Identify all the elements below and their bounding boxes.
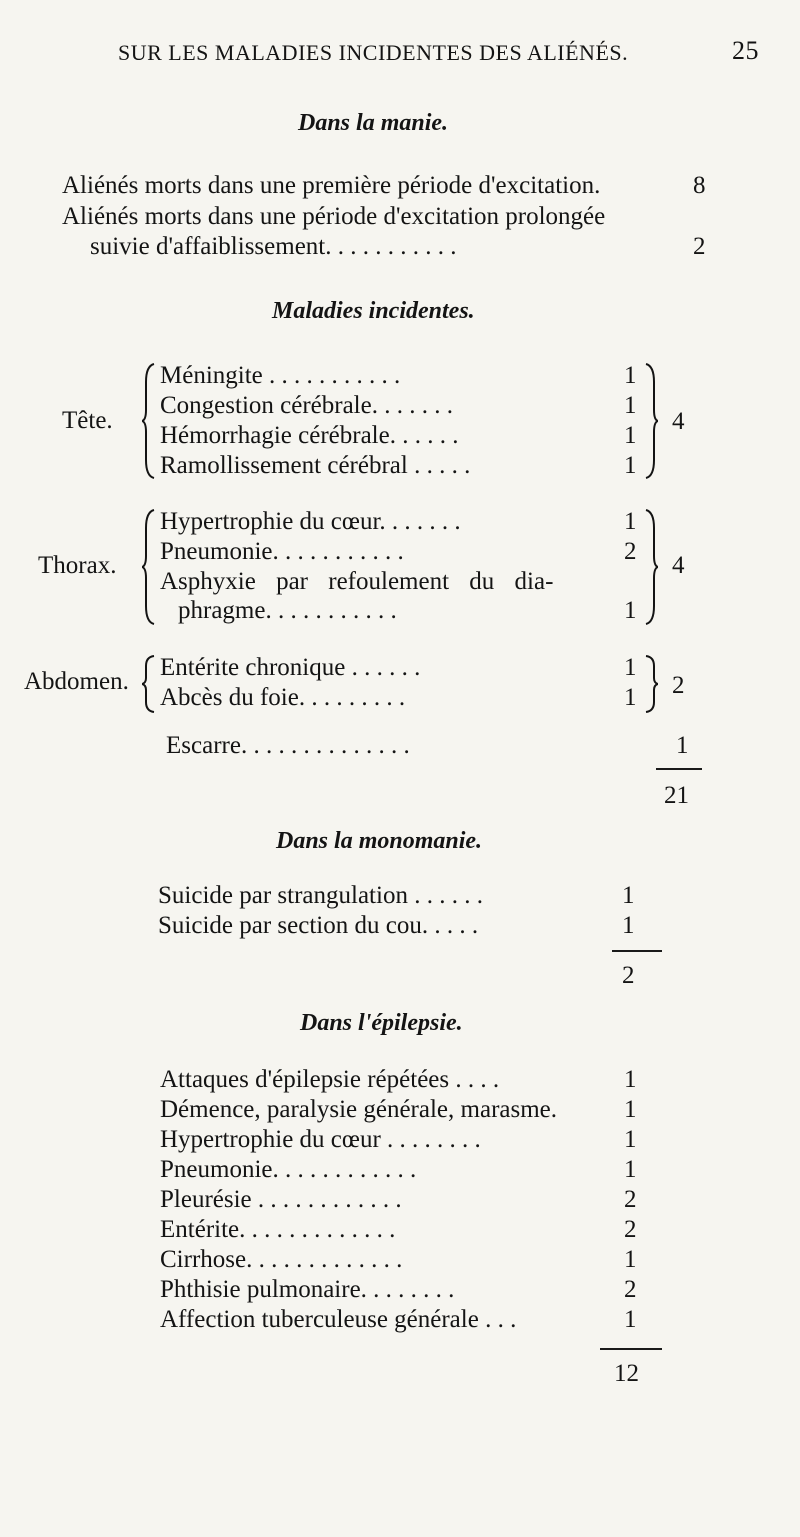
epilepsy-row-9-value: 1	[624, 1306, 637, 1333]
epilepsy-row-8-label: Phthisie pulmonaire. . . . . . . .	[160, 1276, 455, 1303]
thorax-item-1-value: 1	[624, 508, 637, 535]
tete-item-4-label: Ramollissement cérébral . . . . .	[160, 452, 471, 479]
epilepsy-row-4-label: Pneumonie. . . . . . . . . . . .	[160, 1156, 417, 1183]
right-brace-abdomen	[644, 654, 658, 714]
epilepsy-row-1-value: 1	[624, 1066, 637, 1093]
abdomen-item-2-label: Abcès du foie. . . . . . . . .	[160, 684, 406, 711]
mania-row-1-label: Aliénés morts dans une première période d'excitation.	[62, 172, 601, 199]
epilepsy-row-6-label: Entérite. . . . . . . . . . . . .	[160, 1216, 396, 1243]
total-rule-incidents	[656, 768, 702, 770]
epilepsy-row-3-label: Hypertrophie du cœur . . . . . . . .	[160, 1126, 481, 1153]
tete-item-2-value: 1	[624, 392, 637, 419]
thorax-item-1-label: Hypertrophie du cœur. . . . . . .	[160, 508, 461, 535]
section-title-mania: Dans la manie.	[298, 110, 449, 136]
epilepsy-row-4-value: 1	[624, 1156, 637, 1183]
epilepsy-row-6-value: 2	[624, 1216, 637, 1243]
incidents-grand-total: 21	[664, 782, 689, 809]
mania-row-2-label: Aliénés morts dans une période d'excitation prolongée	[62, 203, 606, 230]
abdomen-total: 2	[672, 672, 685, 699]
tete-item-3-value: 1	[624, 422, 637, 449]
thorax-item-2-value: 2	[624, 538, 637, 565]
total-rule-epilepsy	[600, 1348, 662, 1350]
tete-item-1-label: Méningite . . . . . . . . . . .	[160, 362, 401, 389]
group-label-tete: Tête.	[62, 407, 113, 434]
section-title-monomania: Dans la monomanie.	[276, 828, 483, 854]
left-brace-tete	[142, 362, 156, 480]
running-title: SUR LES MALADIES INCIDENTES DES ALIÉNÉS.	[118, 40, 629, 65]
monomania-total: 2	[622, 962, 635, 989]
monomania-row-1-value: 1	[622, 882, 635, 909]
escarre-label: Escarre. . . . . . . . . . . . . .	[166, 732, 410, 759]
epilepsy-row-7-label: Cirrhose. . . . . . . . . . . . .	[160, 1246, 403, 1273]
right-brace-thorax	[644, 508, 658, 626]
epilepsy-row-2-label: Démence, paralysie générale, marasme.	[160, 1096, 558, 1123]
epilepsy-row-3-value: 1	[624, 1126, 637, 1153]
epilepsy-row-5-label: Pleurésie . . . . . . . . . . . .	[160, 1186, 402, 1213]
tete-item-3-label: Hémorrhagie cérébrale. . . . . .	[160, 422, 459, 449]
mania-row-3-label: suivie d'affaiblissement. . . . . . . . . . .	[90, 233, 457, 260]
left-brace-thorax	[142, 508, 156, 626]
tete-item-2-label: Congestion cérébrale. . . . . . .	[160, 392, 453, 419]
epilepsy-row-5-value: 2	[624, 1186, 637, 1213]
section-title-epilepsy: Dans l'épilepsie.	[300, 1010, 463, 1036]
group-label-thorax: Thorax.	[38, 552, 117, 579]
thorax-item-3-label: Asphyxie par refoulement du dia-	[160, 568, 554, 595]
monomania-row-1-label: Suicide par strangulation . . . . . .	[158, 882, 483, 909]
left-brace-abdomen	[142, 654, 156, 714]
total-rule-monomania	[612, 950, 662, 952]
abdomen-item-2-value: 1	[624, 684, 637, 711]
tete-item-1-value: 1	[624, 362, 637, 389]
thorax-total: 4	[672, 552, 685, 579]
epilepsy-row-2-value: 1	[624, 1096, 637, 1123]
mania-row-1-value: 8	[693, 172, 706, 199]
thorax-item-4-value: 1	[624, 597, 637, 624]
abdomen-item-1-label: Entérite chronique . . . . . .	[160, 654, 421, 681]
group-label-abdomen: Abdomen.	[24, 668, 129, 695]
thorax-item-4-label: phragme. . . . . . . . . . .	[178, 597, 397, 624]
tete-item-4-value: 1	[624, 452, 637, 479]
tete-total: 4	[672, 408, 685, 435]
section-title-incidents: Maladies incidentes.	[272, 298, 475, 324]
epilepsy-row-8-value: 2	[624, 1276, 637, 1303]
page-number: 25	[732, 36, 759, 65]
abdomen-item-1-value: 1	[624, 654, 637, 681]
epilepsy-row-7-value: 1	[624, 1246, 637, 1273]
epilepsy-row-1-label: Attaques d'épilepsie répétées . . . .	[160, 1066, 500, 1093]
epilepsy-row-9-label: Affection tuberculeuse générale . . .	[160, 1306, 517, 1333]
monomania-row-2-label: Suicide par section du cou. . . . .	[158, 912, 479, 939]
thorax-item-2-label: Pneumonie. . . . . . . . . . .	[160, 538, 404, 565]
monomania-row-2-value: 1	[622, 912, 635, 939]
epilepsy-total: 12	[614, 1360, 639, 1387]
right-brace-tete	[644, 362, 658, 480]
mania-row-3-value: 2	[693, 233, 706, 260]
escarre-value: 1	[676, 732, 689, 759]
